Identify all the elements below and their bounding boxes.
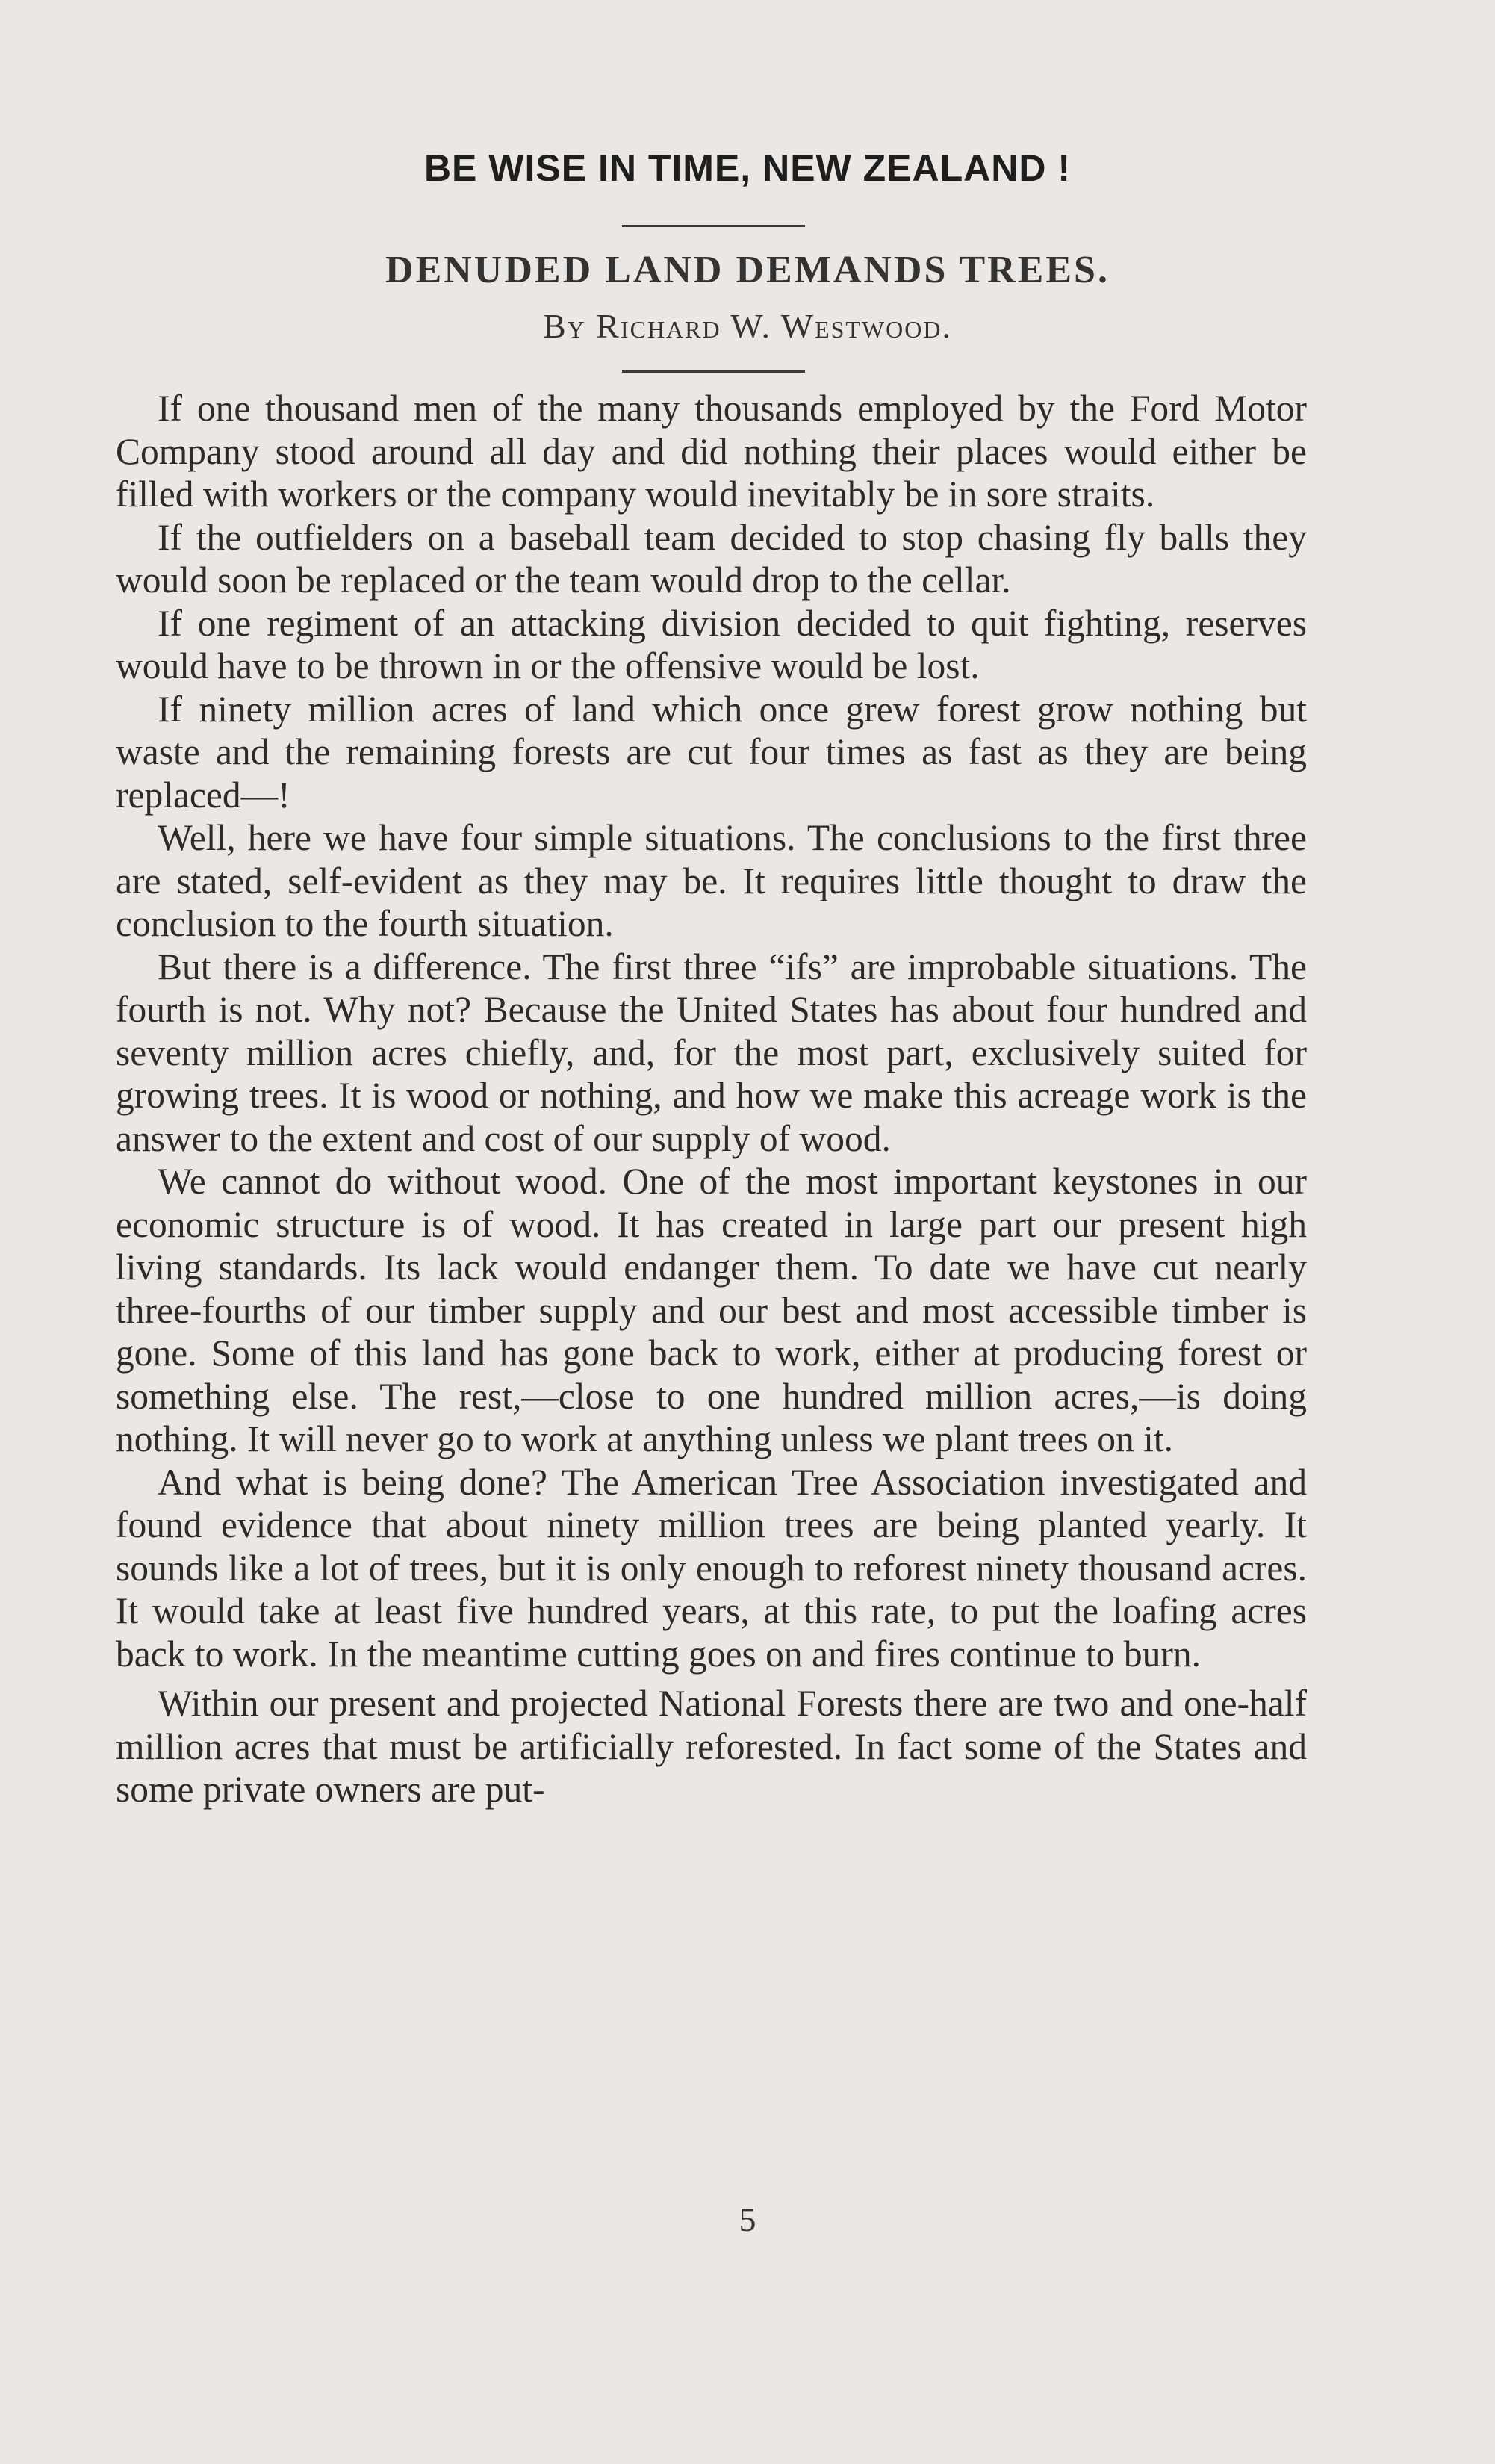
- byline: [0, 306, 1495, 346]
- paragraph: If one thousand men of the many thousands employed by the Ford Motor Company stood around all day and did nothing their places would either be filled with workers or the company would inevitably be in sore straits.: [116, 388, 1307, 515]
- title-divider: [622, 225, 805, 227]
- paragraph: If one regiment of an attacking division decided to quit fighting, reserves would have to be thrown in or the offensive would be lost.: [116, 602, 1307, 686]
- byline-divider: [622, 370, 805, 373]
- byline-prefix: By: [542, 307, 586, 345]
- paragraph: Well, here we have four simple situations. The conclusions to the first three are stated, self-evident as they may be. It requires little thought to draw the conclusion to the fourth situation.: [116, 817, 1307, 944]
- paragraph: But there is a difference. The first three “ifs” are improbable situations. The fourth is not. Why not? Because the United States has about four hundred and seventy million acres chiefly, and, for the most part, exclusively suited for growing trees. It is wood or nothing, and how we make this acreage work is the answer to the extent and cost of our supply of wood.: [116, 946, 1307, 1159]
- paragraph: Within our present and projected National Forests there are two and one-half million acres that must be artificially reforested. In fact some of the States and some private owners are put-: [116, 1683, 1307, 1810]
- article-subtitle: DENUDED LAND DEMANDS TREES.: [385, 249, 1110, 291]
- article-body: [116, 387, 1307, 1811]
- author-name: Richard W. Westwood.: [596, 307, 953, 345]
- article-title: BE WISE IN TIME, NEW ZEALAND !: [423, 147, 1072, 189]
- page-number: 5: [739, 2200, 756, 2238]
- paragraph: If the outfielders on a baseball team decided to stop chasing fly balls they would soon be replaced or the team would drop to the cellar.: [116, 516, 1307, 601]
- paragraph: And what is being done? The American Tree Association investigated and found evidence that about ninety million trees are being planted yearly. It sounds like a lot of trees, but it is only enough to reforest ninety thousand acres. It would take at least five hundred years, at this rate, to put the loafing acres back to work. In the meantime cutting goes on and fires continue to burn.: [116, 1461, 1307, 1675]
- paragraph: We cannot do without wood. One of the most important keystones in our economic structure is of wood. It has created in large part our present high living standards. Its lack would endanger them. To date we have cut nearly three-fourths of our timber supply and our best and most accessible timber is gone. Some of this land has gone back to work, either at producing forest or something else. The rest,—close to one hundred million acres,—is doing nothing. It will never go to work at anything unless we plant trees on it.: [116, 1161, 1307, 1459]
- paragraph: If ninety million acres of land which once grew forest grow nothing but waste and the remaining forests are cut four times as fast as they are being replaced—!: [116, 688, 1307, 816]
